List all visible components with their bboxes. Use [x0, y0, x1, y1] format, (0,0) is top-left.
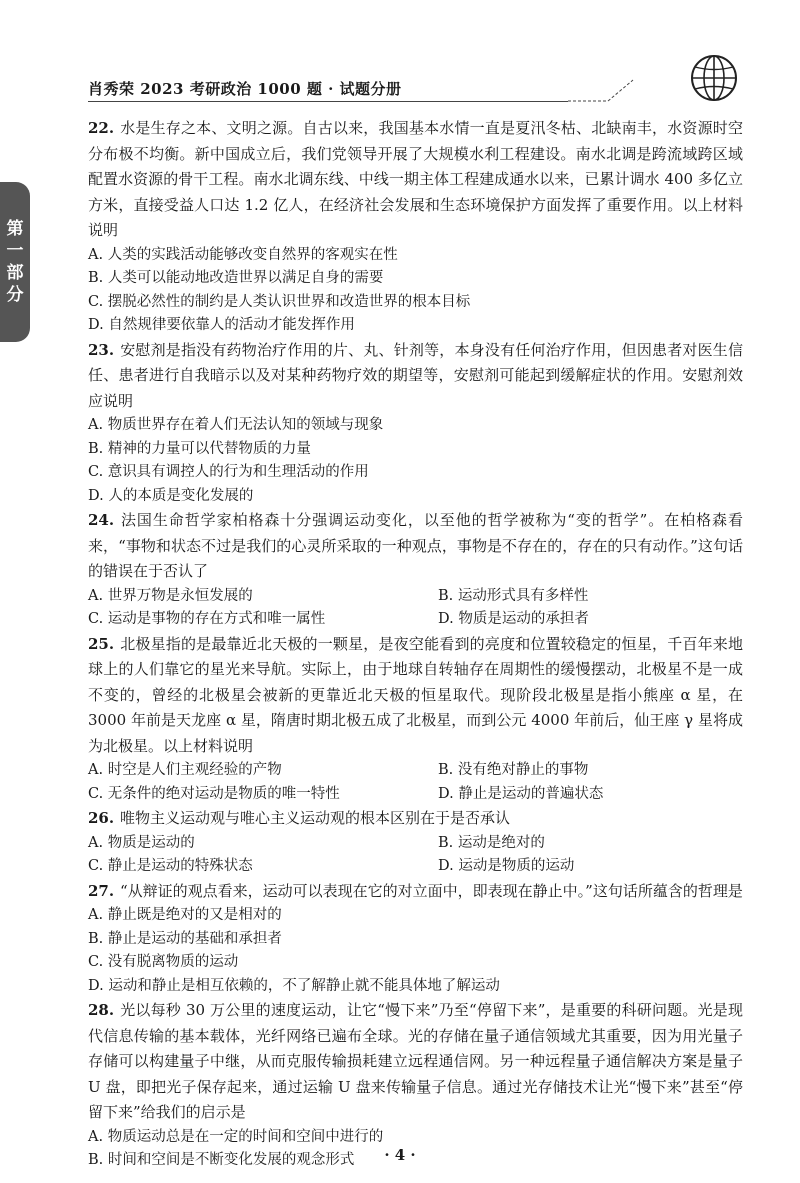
option-d: D. 静止是运动的普遍状态	[438, 785, 604, 802]
option-a: A. 物质世界存在着人们无法认知的领域与现象	[88, 417, 384, 433]
header-rule	[88, 101, 568, 102]
question-stem: 安慰剂是指没有药物治疗作用的片、丸、针剂等，本身没有任何治疗作用，但因患者对医生信任、患者进行自我暗示以及对某种药物疗效的期望等，安慰剂可能起到缓解症状的作用。安慰剂效应说明	[88, 340, 743, 410]
question-26	[88, 806, 743, 879]
option-c: C. 无条件的绝对运动是物质的唯一特性	[88, 785, 340, 802]
question-stem: 唯物主义运动观与唯心主义运动观的根本区别在于是否承认	[120, 809, 511, 827]
option-b: B. 精神的力量可以代替物质的力量	[88, 440, 311, 457]
question-number: 25.	[88, 634, 115, 653]
question-stem: 水是生存之本、文明之源。自古以来，我国基本水情一直是夏汛冬枯、北缺南丰，水资源时空分布极不均衡。新中国成立后，我们党领导开展了大规模水利工程建设。南水北调是跨流域跨区域配置水资源的骨干工程。南水北调东线、中线一期主体工程建成通水以来，已累计调水 400 多亿立方米，直接受益人口达 1.2 亿人，在经济社会发展和生态环境保护方面发挥了重要作用。以上材料说明	[88, 119, 743, 239]
header-dashed-slope	[568, 78, 638, 102]
option-d: D. 自然规律要依靠人的活动才能发挥作用	[88, 317, 355, 333]
option-b: B. 人类可以能动地改造世界以满足自身的需要	[88, 270, 384, 286]
question-number: 26.	[88, 809, 115, 827]
book-title: 肖秀荣 2023 考研政治 1000 题 · 试题分册	[88, 80, 402, 98]
option-b: B. 静止是运动的基础和承担者	[88, 930, 282, 947]
page-header	[88, 70, 728, 108]
question-27	[88, 879, 743, 999]
option-a: A. 时空是人们主观经验的产物	[88, 762, 282, 778]
option-a: A. 世界万物是永恒发展的	[88, 587, 253, 604]
question-stem: 光以每秒 30 万公里的速度运动，让它“慢下来”乃至“停留下来”，是重要的科研问题。光是现代信息传输的基本载体，光纤网络已遍布全球。光的存储在量子通信领域尤其重要，因为用光量子存储可以构建量子中继，从而克服传输损耗建立远程通信网。另一种远程量子通信解决方案是量子 U 盘，即把光子保存起来，通过运输 U 盘来传输量子信息。通过光存储技术让光“慢下来”甚至“停留下来”给我们的启示是	[88, 1001, 743, 1121]
question-stem: 法国生命哲学家柏格森十分强调运动变化，以至他的哲学被称为“变的哲学”。在柏格森看来，“事物和状态不过是我们的心灵所采取的一种观点，事物是不存在的，存在的只有动作。”这句话的错误在于否认了	[88, 511, 743, 580]
option-c: C. 运动是事物的存在方式和唯一属性	[88, 611, 326, 627]
question-number: 23.	[88, 340, 115, 359]
question-number: 24.	[88, 511, 115, 529]
option-d: D. 运动是物质的运动	[438, 858, 575, 874]
question-24	[88, 508, 743, 632]
option-c: C. 意识具有调控人的行为和生理活动的作用	[88, 464, 369, 480]
option-b: B. 运动是绝对的	[438, 834, 545, 851]
option-a: A. 人类的实践活动能够改变自然界的客观实在性	[88, 246, 398, 263]
question-22	[88, 116, 743, 338]
option-a: A. 物质运动总是在一定的时间和空间中进行的	[88, 1128, 384, 1145]
option-b: B. 时间和空间是不断变化发展的观念形式	[88, 1152, 355, 1168]
option-d: D. 人的本质是变化发展的	[88, 487, 254, 504]
section-tab-label: 第一部分	[6, 219, 24, 305]
question-stem: 北极星指的是最靠近北天极的一颗星，是夜空能看到的亮度和位置较稳定的恒星，千百年来地球上的人们靠它的星光来导航。实际上，由于地球自转轴存在周期性的缓慢摆动，北极星不是一成不变的，曾经的北极星会被新的更靠近北天极的恒星取代。现阶段北极星是指小熊座 α 星，在3000 年前是天龙座 α 星，隋唐时期北极五成了北极星，而到公元 4000 年前后，仙王座 γ 星将成为北极星。以上材料说明	[88, 634, 743, 755]
option-c: C. 静止是运动的特殊状态	[88, 858, 253, 874]
option-b: B. 运动形式具有多样性	[438, 587, 589, 604]
section-tab	[0, 182, 30, 342]
question-list	[88, 116, 743, 1173]
page-number: · 4 ·	[384, 1146, 416, 1164]
question-number: 22.	[88, 119, 115, 137]
globe-icon	[688, 52, 740, 104]
option-d: D. 运动和静止是相互依赖的，不了解静止就不能具体地了解运动	[88, 977, 500, 994]
question-stem: “从辩证的观点看来，运动可以表现在它的对立面中，即表现在静止中。”这句话所蕴含的哲理是	[120, 881, 743, 900]
question-number: 28.	[88, 1001, 115, 1019]
option-a: A. 静止既是绝对的又是相对的	[88, 907, 282, 923]
option-d: D. 物质是运动的承担者	[438, 611, 589, 627]
option-a: A. 物质是运动的	[88, 834, 195, 851]
option-c: C. 摆脱必然性的制约是人类认识世界和改造世界的根本目标	[88, 293, 471, 310]
option-b: B. 没有绝对静止的事物	[438, 762, 589, 778]
question-23	[88, 338, 743, 509]
question-25	[88, 632, 743, 807]
option-c: C. 没有脱离物质的运动	[88, 954, 239, 970]
question-number: 27.	[88, 881, 115, 900]
